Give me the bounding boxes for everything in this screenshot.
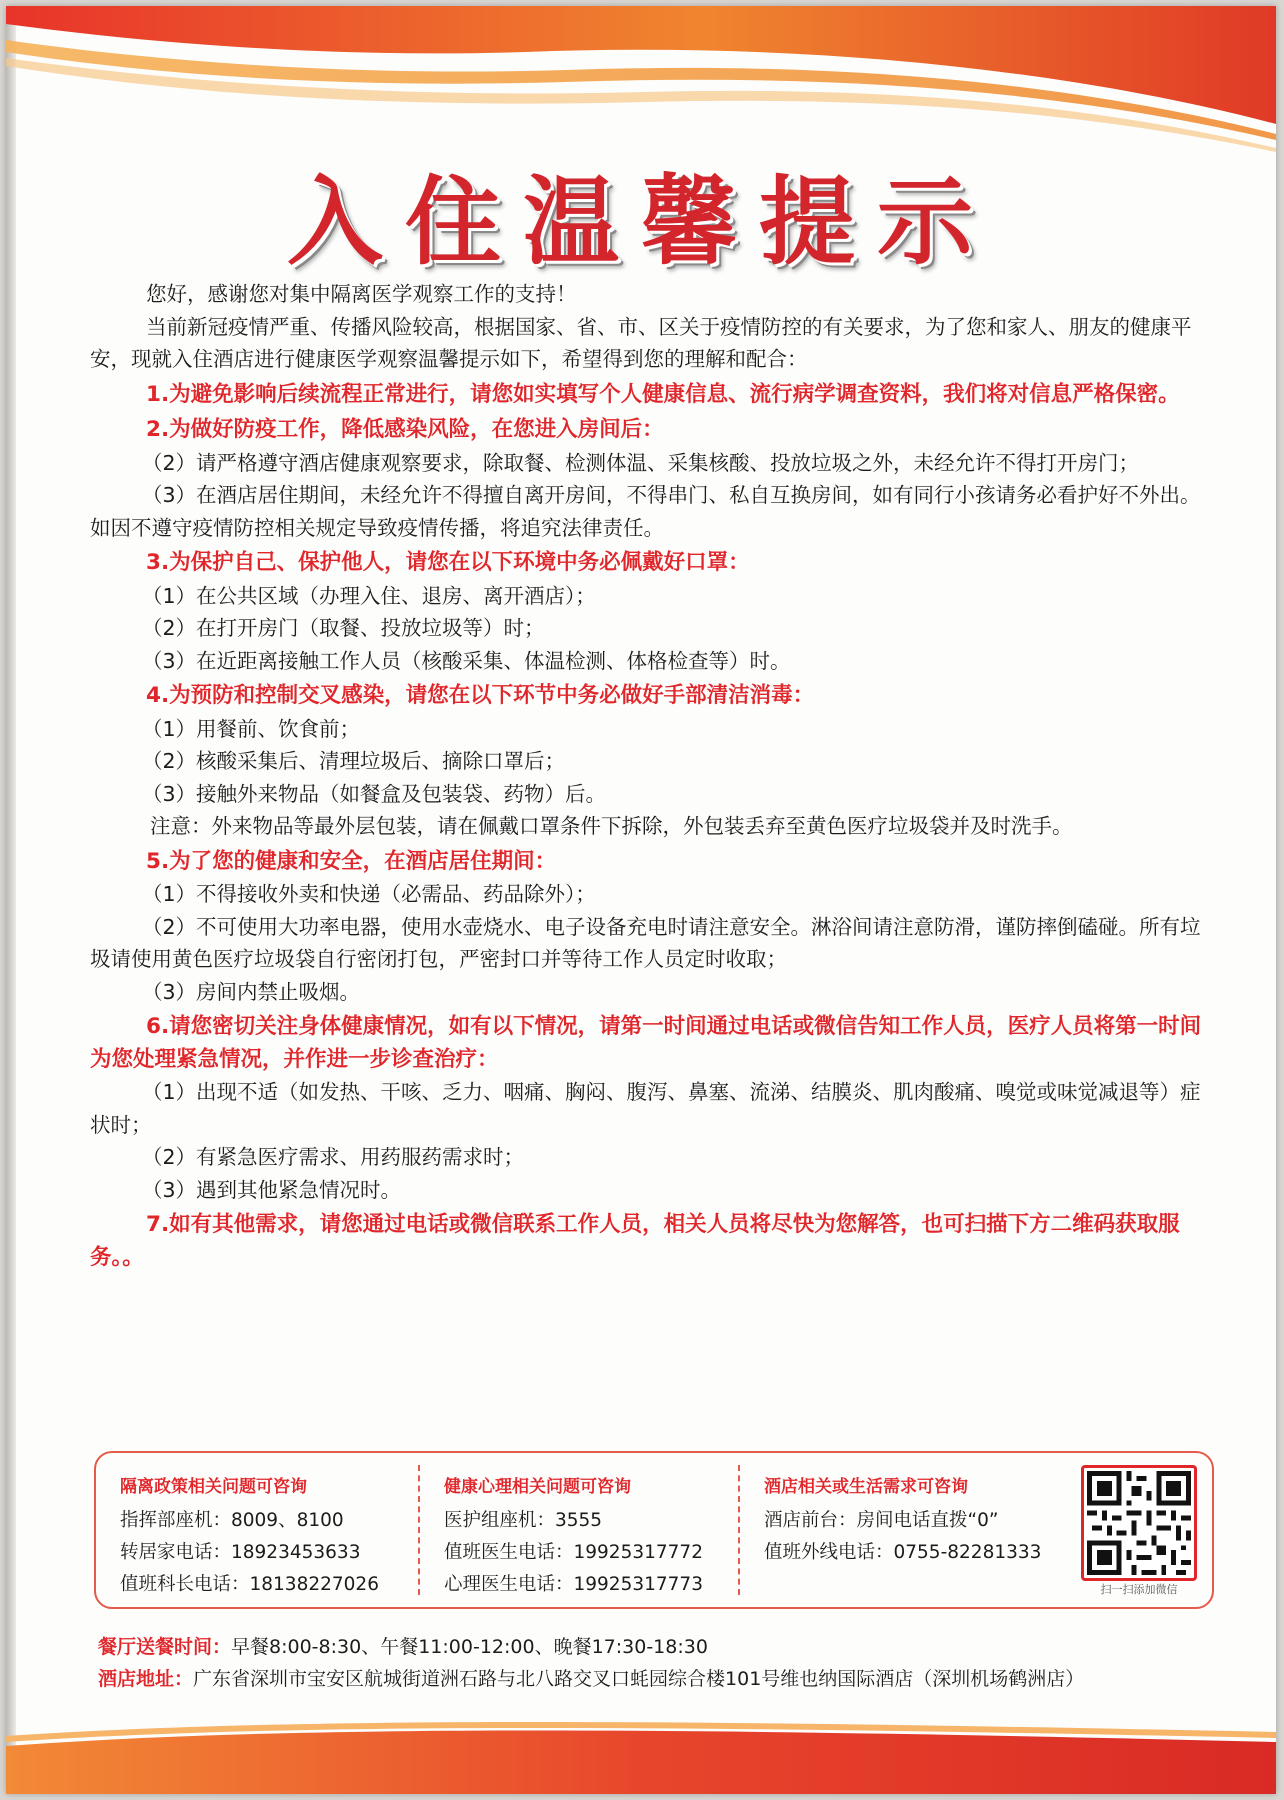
- qr-code-icon: [1087, 1471, 1191, 1575]
- section-3-item: （1）在公共区域（办理入住、退房、离开酒店）；: [142, 583, 596, 608]
- contact-column-policy: [120, 1471, 379, 1601]
- section-6-item: （1）出现不适（如发热、干咳、乏力、咽痛、胸闷、腹泻、鼻塞、流涕、结膜炎、肌肉酸痛、嗅觉或味觉减退等）症状时；: [90, 1080, 1201, 1137]
- intro-greeting: 您好，感谢您对集中隔离医学观察工作的支持！: [146, 282, 577, 306]
- section-3-heading: 3.为保护自己、保护他人，请您在以下环境中务必佩戴好口罩：: [146, 550, 750, 575]
- contact-heading: 健康心理相关问题可咨询: [444, 1477, 631, 1497]
- contact-line: 值班医生电话：19925317772: [444, 1542, 703, 1563]
- address-label: 酒店地址：: [98, 1668, 194, 1690]
- wechat-qr-code[interactable]: [1081, 1465, 1197, 1581]
- contact-column-health: [444, 1471, 703, 1601]
- meal-time-value: 早餐8:00-8:30、午餐11:00-12:00、晚餐17:30-18:30: [231, 1636, 708, 1658]
- section-6-item: （2）有紧急医疗需求、用药服药需求时；: [142, 1145, 525, 1169]
- section-4-note: 注意：外来物品等最外层包装，请在佩戴口罩条件下拆除，外包装丢弃至黄色医疗垃圾袋并及时洗手。: [150, 814, 1073, 838]
- section-7-heading: 7.如有其他需求，请您通过电话或微信联系工作人员，相关人员将尽快为您解答，也可扫描下方二维码获取服务。。: [90, 1212, 1180, 1270]
- top-wave-decoration: [6, 6, 1276, 156]
- meal-time-line: [98, 1631, 1238, 1663]
- contact-column-hotel: [764, 1471, 1041, 1569]
- section-1-heading: 1.为避免影响后续流程正常进行，请您如实填写个人健康信息、流行病学调查资料，我们将对信息严格保密。: [146, 381, 1180, 407]
- contact-box: [94, 1451, 1214, 1609]
- contact-line: 转居家电话：18923453633: [120, 1542, 361, 1563]
- intro-paragraph: 当前新冠疫情严重、传播风险较高，根据国家、省、市、区关于疫情防控的有关要求，为了您和家人、朋友的健康平安，现就入住酒店进行健康医学观察温馨提示如下，希望得到您的理解和配合：: [90, 314, 1192, 371]
- section-6-heading: 6.请您密切关注身体健康情况，如有以下情况，请第一时间通过电话或微信告知工作人员，医疗人员将第一时间为您处理紧急情况，并作进一步诊查治疗：: [90, 1014, 1202, 1072]
- footer-info: [98, 1631, 1238, 1695]
- contact-line: 值班科长电话：18138227026: [120, 1574, 379, 1595]
- section-3-item: （2）在打开房门（取餐、投放垃圾等）时；: [142, 616, 545, 640]
- section-4-heading: 4.为预防和控制交叉感染，请您在以下环节中务必做好手部清洁消毒：: [146, 683, 815, 708]
- section-5-heading: 5.为了您的健康和安全，在酒店居住期间：: [146, 848, 557, 874]
- section-6-item: （3）遇到其他紧急情况时。: [142, 1177, 402, 1202]
- section-2-heading: 2.为做好防疫工作，降低感染风险，在您进入房间后：: [146, 417, 664, 442]
- column-divider: [418, 1465, 420, 1595]
- contact-line: 心理医生电话：19925317773: [444, 1574, 703, 1595]
- page-title: 入住温馨提示: [287, 166, 995, 278]
- notice-sheet: [6, 6, 1276, 1794]
- bottom-wave-decoration: [6, 1706, 1276, 1794]
- notice-body: [90, 278, 1220, 1274]
- contact-heading: 隔离政策相关问题可咨询: [120, 1477, 307, 1497]
- section-4-item: （1）用餐前、饮食前；: [142, 716, 361, 741]
- section-2-item: （3）在酒店居住期间，未经允许不得擅自离开房间，不得串门、私自互换房间，如有同行小孩请务必看护好不外出。如因不遵守疫情防控相关规定导致疫情传播，将追究法律责任。: [90, 483, 1201, 540]
- qr-caption: 扫一扫添加微信: [1100, 1583, 1178, 1596]
- meal-time-label: 餐厅送餐时间：: [98, 1636, 232, 1658]
- section-2-item: （2）请严格遵守酒店健康观察要求，除取餐、检测体温、采集核酸、投放垃圾之外，未经允许不得打开房门；: [142, 450, 1140, 475]
- contact-line: 指挥部座机：8009、8100: [120, 1510, 344, 1531]
- section-5-item: （2）不可使用大功率电器，使用水壶烧水、电子设备充电时请注意安全。淋浴间请注意防滑，谨防摔倒磕碰。所有垃圾请使用黄色医疗垃圾袋自行密闭打包，严密封口并等待工作人员定时收取；: [90, 914, 1201, 971]
- contact-line: 医护组座机：3555: [444, 1510, 603, 1531]
- address-value: 广东省深圳市宝安区航城街道洲石路与北八路交叉口蚝园综合楼101号维也纳国际酒店（深圳机场鹤洲店）: [193, 1668, 1085, 1690]
- section-5-item: （1）不得接收外卖和快递（必需品、药品除外）；: [142, 882, 596, 906]
- section-5-item: （3）房间内禁止吸烟。: [142, 979, 361, 1004]
- column-divider: [738, 1465, 740, 1595]
- section-4-item: （2）核酸采集后、清理垃圾后、摘除口罩后；: [142, 749, 566, 773]
- section-4-item: （3）接触外来物品（如餐盒及包装袋、药物）后。: [142, 781, 607, 806]
- contact-line: 值班外线电话：0755-82281333: [764, 1542, 1042, 1563]
- contact-heading: 酒店相关或生活需求可咨询: [764, 1477, 968, 1497]
- contact-line: 酒店前台：房间电话直拨“0”: [764, 1510, 999, 1531]
- section-3-item: （3）在近距离接触工作人员（核酸采集、体温检测、体格检查等）时。: [142, 648, 791, 673]
- address-line: [98, 1663, 1238, 1695]
